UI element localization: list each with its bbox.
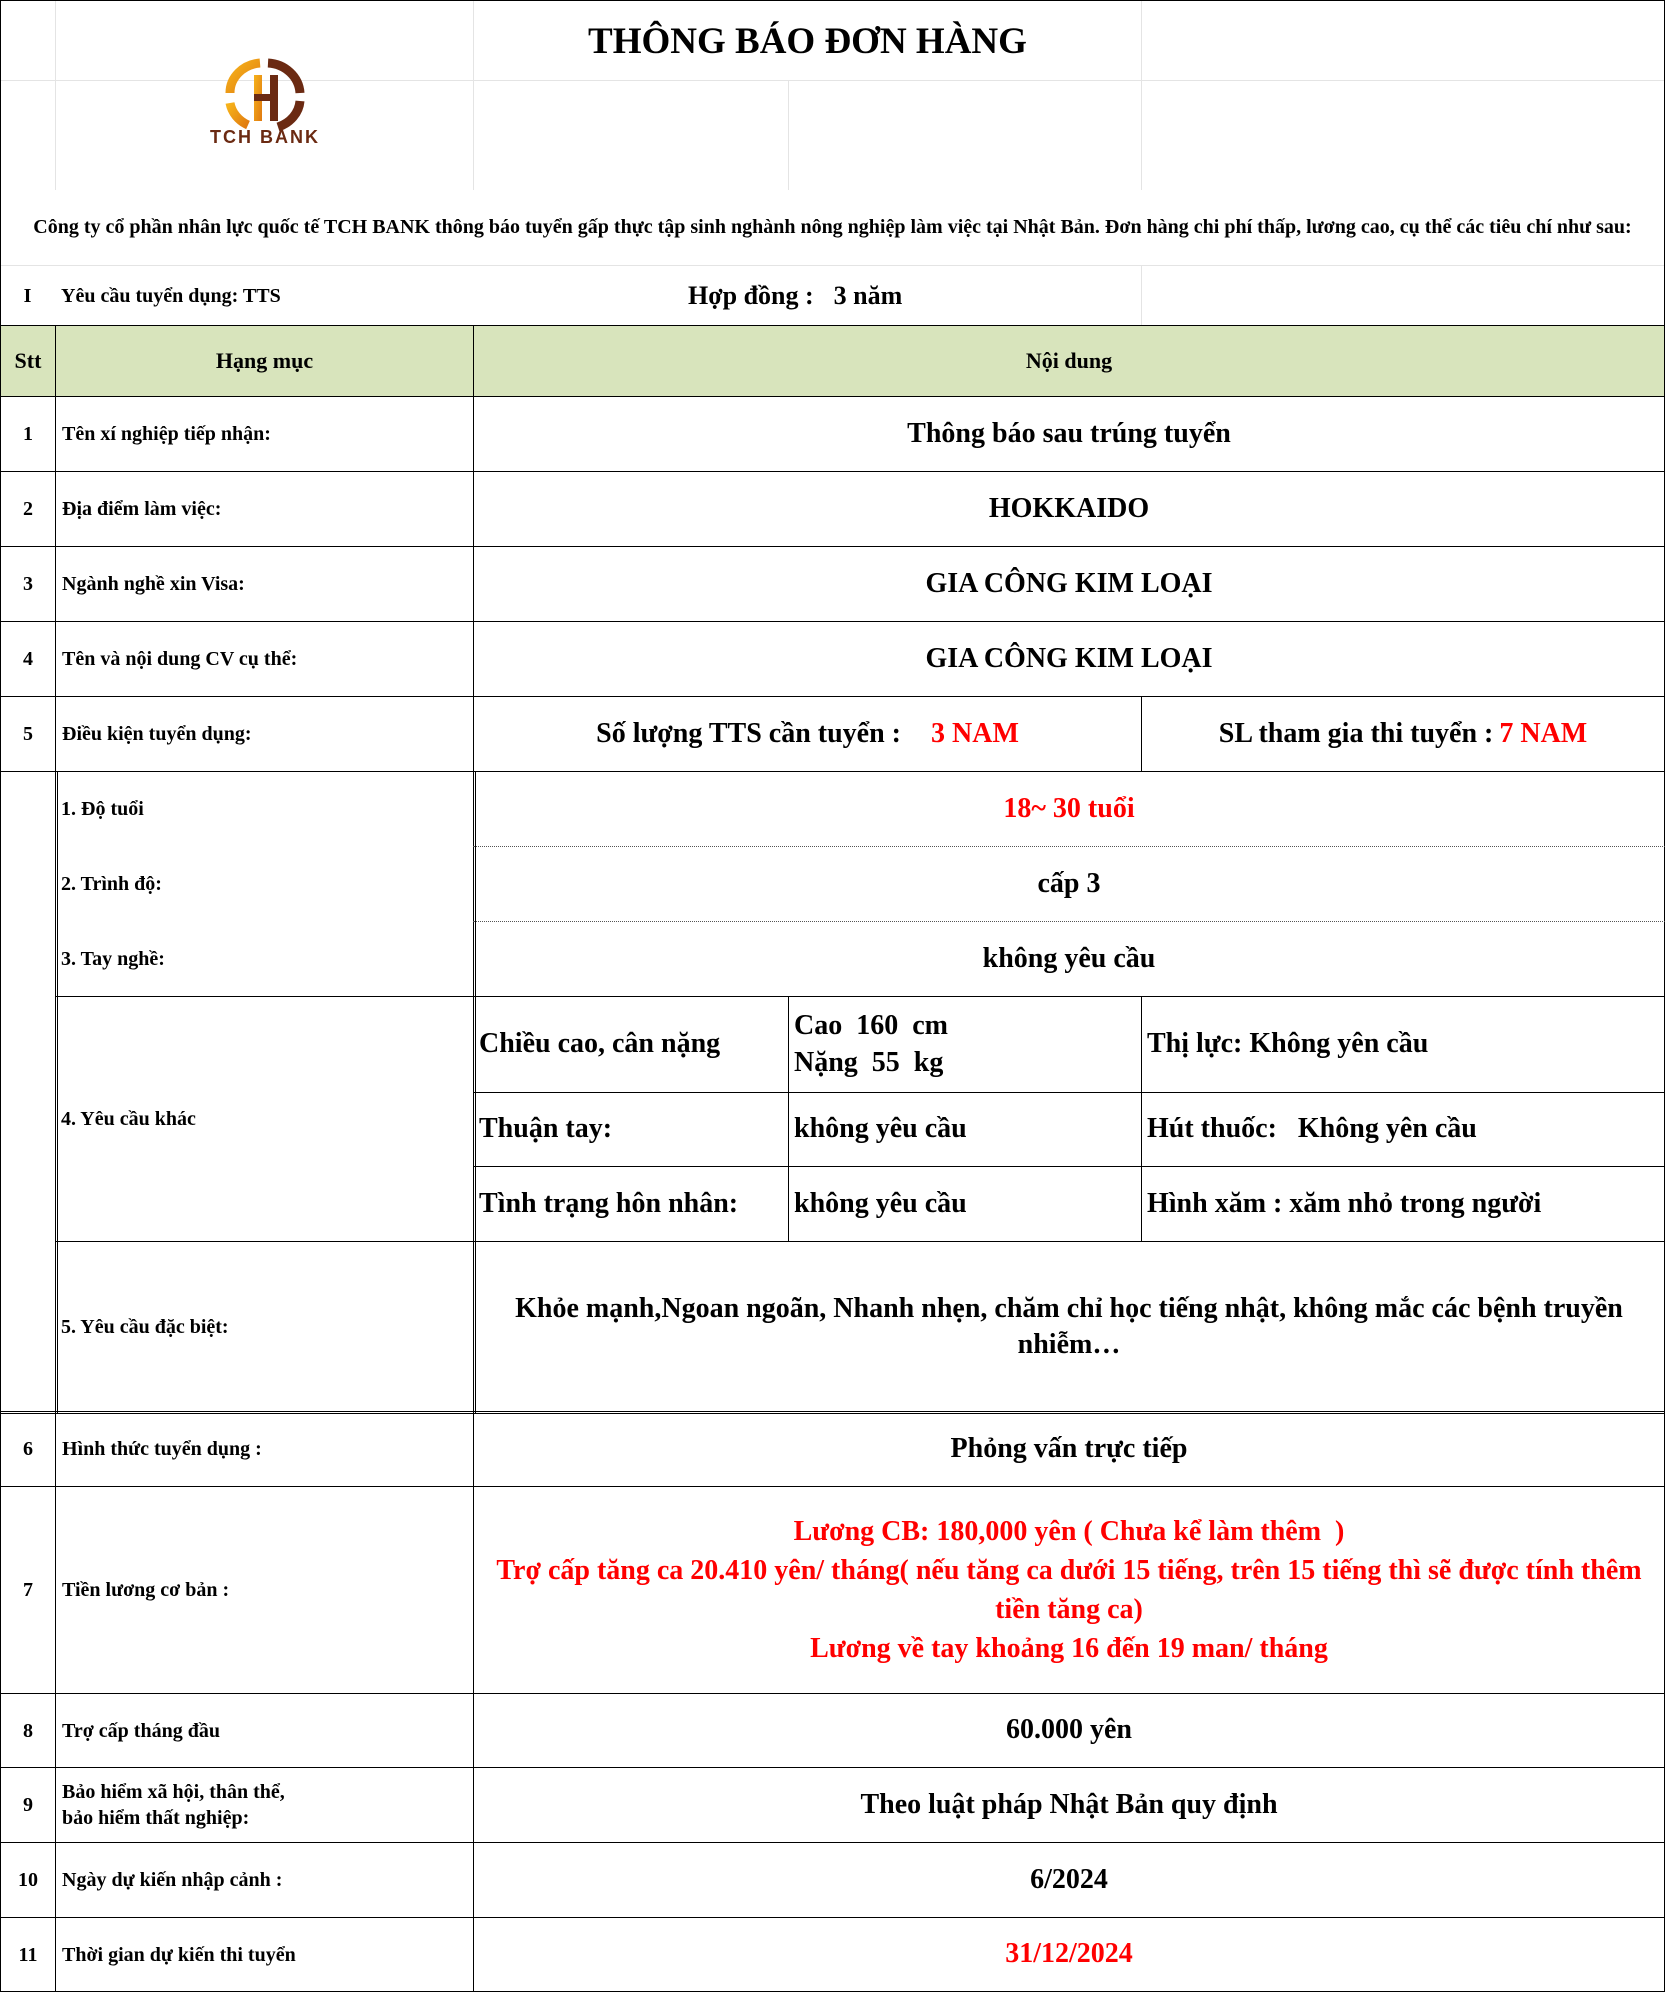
row-3-value: GIA CÔNG KIM LOẠI xyxy=(473,546,1665,622)
row-1-value: Thông báo sau trúng tuyển xyxy=(473,396,1665,472)
contract-value: 3 năm xyxy=(833,281,903,311)
insurance-label-line2: bảo hiểm thất nghiệp: xyxy=(62,1807,250,1829)
row-7-num: 7 xyxy=(0,1486,56,1694)
row-5-label: Điều kiện tuyển dụng: xyxy=(55,696,474,772)
row-8-num: 8 xyxy=(0,1693,56,1768)
other-requirements-label: 4. Yêu cầu khác xyxy=(61,1108,196,1130)
smoking-value: Hút thuốc: Không yên cầu xyxy=(1147,1113,1477,1145)
row-3-num: 3 xyxy=(0,546,56,622)
header-item: Hạng mục xyxy=(55,325,474,397)
row-11-num: 11 xyxy=(0,1917,56,1992)
section-label: Yêu cầu tuyển dụng: TTS xyxy=(61,285,281,307)
exam-quantity-cell xyxy=(1141,696,1665,772)
height-weight-label: Chiều cao, cân nặng xyxy=(479,1028,721,1060)
row-9-value: Theo luật pháp Nhật Bản quy định xyxy=(473,1767,1665,1843)
row-2-label: Địa điểm làm việc: xyxy=(55,471,474,547)
skill-label: 3. Tay nghề: xyxy=(61,948,165,970)
row-1-label: Tên xí nghiệp tiếp nhận: xyxy=(55,396,474,472)
recruit-quantity-cell xyxy=(473,696,1142,772)
height-value: Cao 160 cm xyxy=(794,1010,948,1042)
special-requirements-value: Khỏe mạnh,Ngoan ngoãn, Nhanh nhẹn, chăm chỉ học tiếng nhật, không mắc các bệnh truyền nhiễm… xyxy=(515,1292,1623,1360)
special-requirements-label: 5. Yêu cầu đặc biệt: xyxy=(61,1316,229,1338)
contract-label: Hợp đồng : xyxy=(688,281,814,311)
row-4-num: 4 xyxy=(0,621,56,697)
contract-info xyxy=(688,266,1108,326)
tch-bank-logo xyxy=(150,45,380,150)
salary-details xyxy=(473,1486,1665,1694)
recruit-quantity-value: 3 NAM xyxy=(931,717,1019,749)
row-10-label: Ngày dự kiến nhập cảnh : xyxy=(55,1842,474,1918)
row-4-label: Tên và nội dung CV cụ thể: xyxy=(55,621,474,697)
intro-text: Công ty cổ phần nhân lực quốc tế TCH BANK thông báo tuyển gấp thực tập sinh nghành nông nghiệp làm việc tại Nhật Bản. Đơn hàng chi phí thấp, lương cao, cụ thể các tiêu chí như sau: xyxy=(33,216,1632,238)
recruit-quantity-label: Số lượng TTS cần tuyển : xyxy=(596,717,901,749)
row-6-num: 6 xyxy=(0,1411,56,1487)
education-value: cấp 3 xyxy=(1037,867,1101,899)
row-11-label: Thời gian dự kiến thi tuyển xyxy=(55,1917,474,1992)
row-1-num: 1 xyxy=(0,396,56,472)
row-7-label: Tiền lương cơ bản : xyxy=(55,1486,474,1694)
marital-status-value: không yêu cầu xyxy=(794,1187,967,1219)
row-4-value: GIA CÔNG KIM LOẠI xyxy=(473,621,1665,697)
base-salary: Lương CB: 180,000 yên ( Chưa kể làm thêm ) xyxy=(793,1515,1345,1547)
row-10-value: 6/2024 xyxy=(473,1842,1665,1918)
page-title: THÔNG BÁO ĐƠN HÀNG xyxy=(588,21,1027,63)
header-stt: Stt xyxy=(0,325,56,397)
tattoo-value: Hình xăm : xăm nhỏ trong người xyxy=(1147,1187,1542,1219)
row-6-label: Hình thức tuyển dụng : xyxy=(55,1411,474,1487)
row-8-value: 60.000 yên xyxy=(473,1693,1665,1768)
net-salary: Lương về tay khoảng 16 đến 19 man/ tháng xyxy=(810,1633,1328,1665)
exam-quantity-label: SL tham gia thi tuyển : xyxy=(1218,717,1494,749)
row-5-num: 5 xyxy=(0,696,56,772)
height-weight-value xyxy=(788,997,1141,1092)
skill-value: không yêu cầu xyxy=(982,942,1156,974)
handedness-value: không yêu cầu xyxy=(794,1113,967,1145)
education-label: 2. Trình độ: xyxy=(61,873,162,895)
weight-value: Nặng 55 kg xyxy=(794,1046,944,1078)
row-11-value: 31/12/2024 xyxy=(473,1917,1665,1992)
exam-quantity-value: 7 NAM xyxy=(1499,717,1588,749)
row-2-num: 2 xyxy=(0,471,56,547)
age-label: 1. Độ tuổi xyxy=(61,798,144,820)
insurance-label-line1: Bảo hiểm xã hội, thân thể, xyxy=(62,1781,285,1803)
overtime-allowance: Trợ cấp tăng ca 20.410 yên/ tháng( nếu tăng ca dưới 15 tiếng, trên 15 tiếng thì sẽ được tính thêm tiền tăng ca) xyxy=(496,1554,1642,1625)
row-9-label xyxy=(55,1767,474,1843)
age-value: 18~ 30 tuổi xyxy=(1003,792,1135,824)
row-8-label: Trợ cấp tháng đầu xyxy=(55,1693,474,1768)
marital-status-label: Tình trạng hôn nhân: xyxy=(479,1187,739,1219)
vision-value: Thị lực: Không yên cầu xyxy=(1147,1028,1429,1060)
header-content: Nội dung xyxy=(473,325,1665,397)
handedness-label: Thuận tay: xyxy=(479,1113,613,1145)
section-number: I xyxy=(23,285,32,307)
row-10-num: 10 xyxy=(0,1842,56,1918)
row-2-value: HOKKAIDO xyxy=(473,471,1665,547)
row-6-value: Phỏng vấn trực tiếp xyxy=(473,1411,1665,1487)
logo-text: TCH BANK xyxy=(210,127,320,147)
row-9-num: 9 xyxy=(0,1767,56,1843)
row-3-label: Ngành nghề xin Visa: xyxy=(55,546,474,622)
conditions-num-cell xyxy=(0,771,58,1414)
